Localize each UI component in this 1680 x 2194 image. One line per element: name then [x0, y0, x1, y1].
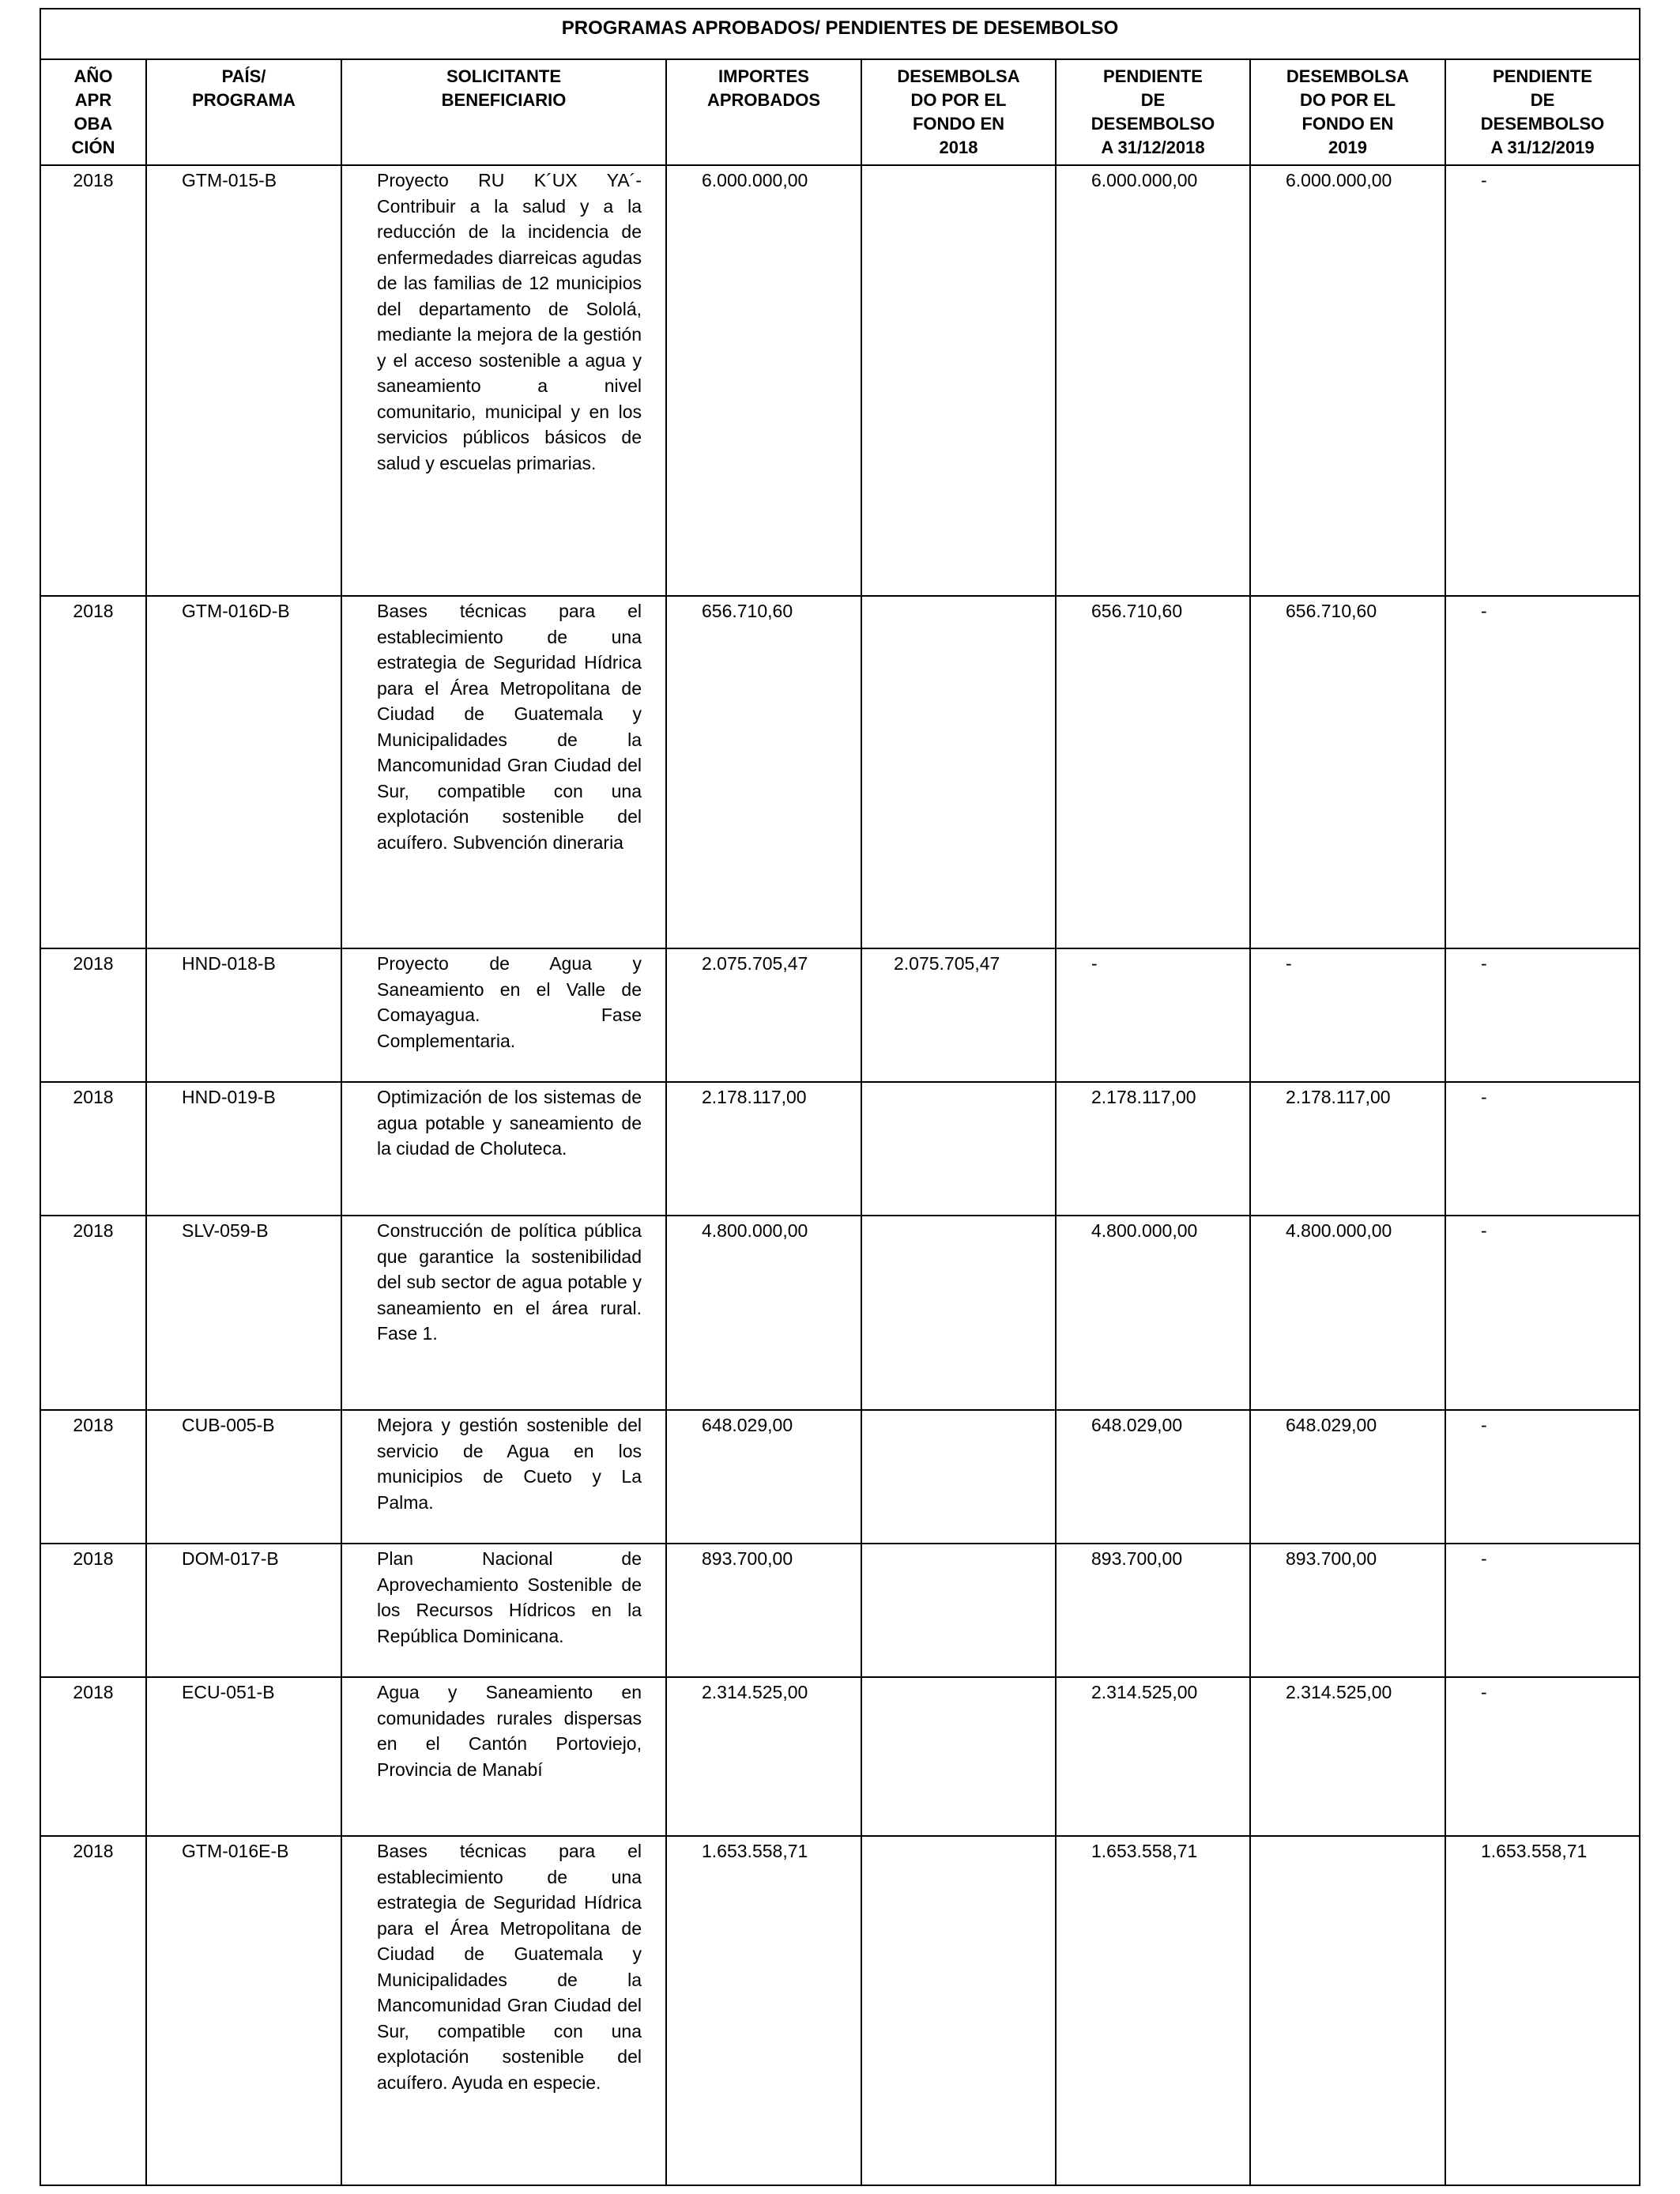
cell-year: 2018: [40, 1410, 146, 1544]
cell-program: GTM-015-B: [146, 165, 341, 596]
cell-year: 2018: [40, 165, 146, 596]
cell-pending-2019: -: [1445, 165, 1640, 596]
header-approved: [666, 59, 861, 165]
header-year-label: AÑO APR OBA CIÓN: [71, 66, 115, 157]
description-text: Bases técnicas para el establecimiento de una estrategia de Seguridad Hídrica para el Área Metropolitana de Ciudad de Guatemala y Municipalidades de la Mancomunidad Gran Ciudad del Sur, compatible con una explotación sostenible del acuífero. Ayuda en especie.: [377, 1841, 642, 2093]
table-row: [40, 1544, 1640, 1677]
cell-approved: 656.710,60: [666, 596, 861, 948]
cell-description: [341, 1677, 666, 1836]
cell-disbursed-2019: 2.314.525,00: [1250, 1677, 1445, 1836]
cell-pending-2018: -: [1056, 948, 1250, 1082]
cell-description: [341, 948, 666, 1082]
cell-approved: 1.653.558,71: [666, 1836, 861, 2185]
cell-approved: 2.178.117,00: [666, 1082, 861, 1216]
header-pending-2018-label: PENDIENTE DE DESEMBOLSO A 31/12/2018: [1090, 66, 1215, 157]
table-row: [40, 1082, 1640, 1216]
cell-disbursed-2018: [861, 1677, 1056, 1836]
cell-pending-2019: -: [1445, 1410, 1640, 1544]
table-row: [40, 948, 1640, 1082]
cell-pending-2019: -: [1445, 1216, 1640, 1410]
cell-disbursed-2019: -: [1250, 948, 1445, 1082]
cell-approved: 2.075.705,47: [666, 948, 861, 1082]
cell-program: CUB-005-B: [146, 1410, 341, 1544]
header-pending-2019: [1445, 59, 1640, 165]
cell-pending-2019: -: [1445, 1677, 1640, 1836]
cell-description: [341, 1836, 666, 2185]
cell-pending-2019: -: [1445, 1544, 1640, 1677]
cell-pending-2018: 648.029,00: [1056, 1410, 1250, 1544]
cell-pending-2019: 1.653.558,71: [1445, 1836, 1640, 2185]
cell-year: 2018: [40, 948, 146, 1082]
header-disbursed-2018: [861, 59, 1056, 165]
title-row: [40, 9, 1640, 59]
description-text: Construcción de política pública que garantice la sostenibilidad del sub sector de agua potable y saneamiento en el área rural. Fase 1.: [377, 1220, 642, 1344]
cell-description: [341, 1082, 666, 1216]
cell-year: 2018: [40, 1544, 146, 1677]
cell-program: ECU-051-B: [146, 1677, 341, 1836]
header-disbursed-2019-label: DESEMBOLSA DO POR EL FONDO EN 2019: [1286, 66, 1410, 157]
cell-year: 2018: [40, 1216, 146, 1410]
cell-disbursed-2018: [861, 1544, 1056, 1677]
cell-disbursed-2018: [861, 596, 1056, 948]
cell-program: GTM-016E-B: [146, 1836, 341, 2185]
table-row: [40, 1410, 1640, 1544]
cell-pending-2019: -: [1445, 596, 1640, 948]
header-disbursed-2018-label: DESEMBOLSA DO POR EL FONDO EN 2018: [897, 66, 1020, 157]
cell-disbursed-2018: 2.075.705,47: [861, 948, 1056, 1082]
cell-program: HND-019-B: [146, 1082, 341, 1216]
cell-program: HND-018-B: [146, 948, 341, 1082]
header-approved-label: IMPORTES APROBADOS: [706, 66, 820, 110]
cell-year: 2018: [40, 1082, 146, 1216]
cell-description: [341, 1216, 666, 1410]
header-beneficiary: [341, 59, 666, 165]
cell-disbursed-2018: [861, 1082, 1056, 1216]
header-year: [40, 59, 146, 165]
description-text: Plan Nacional de Aprovechamiento Sostenible de los Recursos Hídricos en la República Dominicana.: [377, 1548, 642, 1646]
cell-disbursed-2019: 656.710,60: [1250, 596, 1445, 948]
cell-description: [341, 1410, 666, 1544]
header-row: [40, 59, 1640, 165]
description-text: Mejora y gestión sostenible del servicio de Agua en los municipios de Cueto y La Palma.: [377, 1415, 642, 1513]
cell-description: [341, 596, 666, 948]
cell-disbursed-2019: [1250, 1836, 1445, 2185]
cell-disbursed-2019: 893.700,00: [1250, 1544, 1445, 1677]
header-beneficiary-label: SOLICITANTE BENEFICIARIO: [441, 66, 567, 110]
cell-program: SLV-059-B: [146, 1216, 341, 1410]
cell-pending-2018: 4.800.000,00: [1056, 1216, 1250, 1410]
cell-pending-2018: 2.178.117,00: [1056, 1082, 1250, 1216]
cell-disbursed-2018: [861, 1836, 1056, 2185]
cell-approved: 4.800.000,00: [666, 1216, 861, 1410]
cell-disbursed-2018: [861, 1410, 1056, 1544]
description-text: Optimización de los sistemas de agua potable y saneamiento de la ciudad de Choluteca.: [377, 1087, 642, 1159]
cell-description: [341, 165, 666, 596]
cell-year: 2018: [40, 1836, 146, 2185]
description-text: Proyecto RU K´UX YA´- Contribuir a la salud y a la reducción de la incidencia de enfermedades diarreicas agudas de las familias de 12 municipios del departamento de Sololá, mediante la mejora de la gestión y el acceso sostenible a agua y saneamiento a nivel comunitario, municipal y en los servicios públicos básicos de salud y escuelas primarias.: [377, 170, 642, 473]
cell-pending-2018: 893.700,00: [1056, 1544, 1250, 1677]
cell-disbursed-2019: 6.000.000,00: [1250, 165, 1445, 596]
header-disbursed-2019: [1250, 59, 1445, 165]
description-text: Proyecto de Agua y Saneamiento en el Valle de Comayagua. Fase Complementaria.: [377, 953, 642, 1051]
cell-pending-2019: -: [1445, 948, 1640, 1082]
cell-pending-2018: 2.314.525,00: [1056, 1677, 1250, 1836]
header-pending-2019-label: PENDIENTE DE DESEMBOLSO A 31/12/2019: [1480, 66, 1605, 157]
cell-pending-2018: 6.000.000,00: [1056, 165, 1250, 596]
description-text: Agua y Saneamiento en comunidades rurales dispersas en el Cantón Portoviejo, Provincia de Manabí: [377, 1682, 642, 1780]
cell-disbursed-2018: [861, 1216, 1056, 1410]
cell-approved: 893.700,00: [666, 1544, 861, 1677]
cell-approved: 6.000.000,00: [666, 165, 861, 596]
cell-disbursed-2019: 4.800.000,00: [1250, 1216, 1445, 1410]
table-row: [40, 165, 1640, 596]
cell-approved: 648.029,00: [666, 1410, 861, 1544]
table-row: [40, 596, 1640, 948]
cell-pending-2019: -: [1445, 1082, 1640, 1216]
header-program: [146, 59, 341, 165]
header-program-label: PAÍS/ PROGRAMA: [192, 66, 296, 110]
cell-disbursed-2018: [861, 165, 1056, 596]
cell-program: DOM-017-B: [146, 1544, 341, 1677]
cell-pending-2018: 656.710,60: [1056, 596, 1250, 948]
cell-year: 2018: [40, 1677, 146, 1836]
cell-description: [341, 1544, 666, 1677]
table-row: [40, 1216, 1640, 1410]
cell-year: 2018: [40, 596, 146, 948]
cell-approved: 2.314.525,00: [666, 1677, 861, 1836]
table-title: PROGRAMAS APROBADOS/ PENDIENTES DE DESEMBOLSO: [40, 9, 1640, 59]
description-text: Bases técnicas para el establecimiento de una estrategia de Seguridad Hídrica para el Área Metropolitana de Ciudad de Guatemala y Municipalidades de la Mancomunidad Gran Ciudad del Sur, compatible con una explotación sostenible del acuífero. Subvención dineraria: [377, 601, 642, 853]
cell-disbursed-2019: 648.029,00: [1250, 1410, 1445, 1544]
cell-disbursed-2019: 2.178.117,00: [1250, 1082, 1445, 1216]
programs-table: [40, 8, 1640, 2186]
table-row: [40, 1677, 1640, 1836]
header-pending-2018: [1056, 59, 1250, 165]
table-row: [40, 1836, 1640, 2185]
cell-program: GTM-016D-B: [146, 596, 341, 948]
cell-pending-2018: 1.653.558,71: [1056, 1836, 1250, 2185]
